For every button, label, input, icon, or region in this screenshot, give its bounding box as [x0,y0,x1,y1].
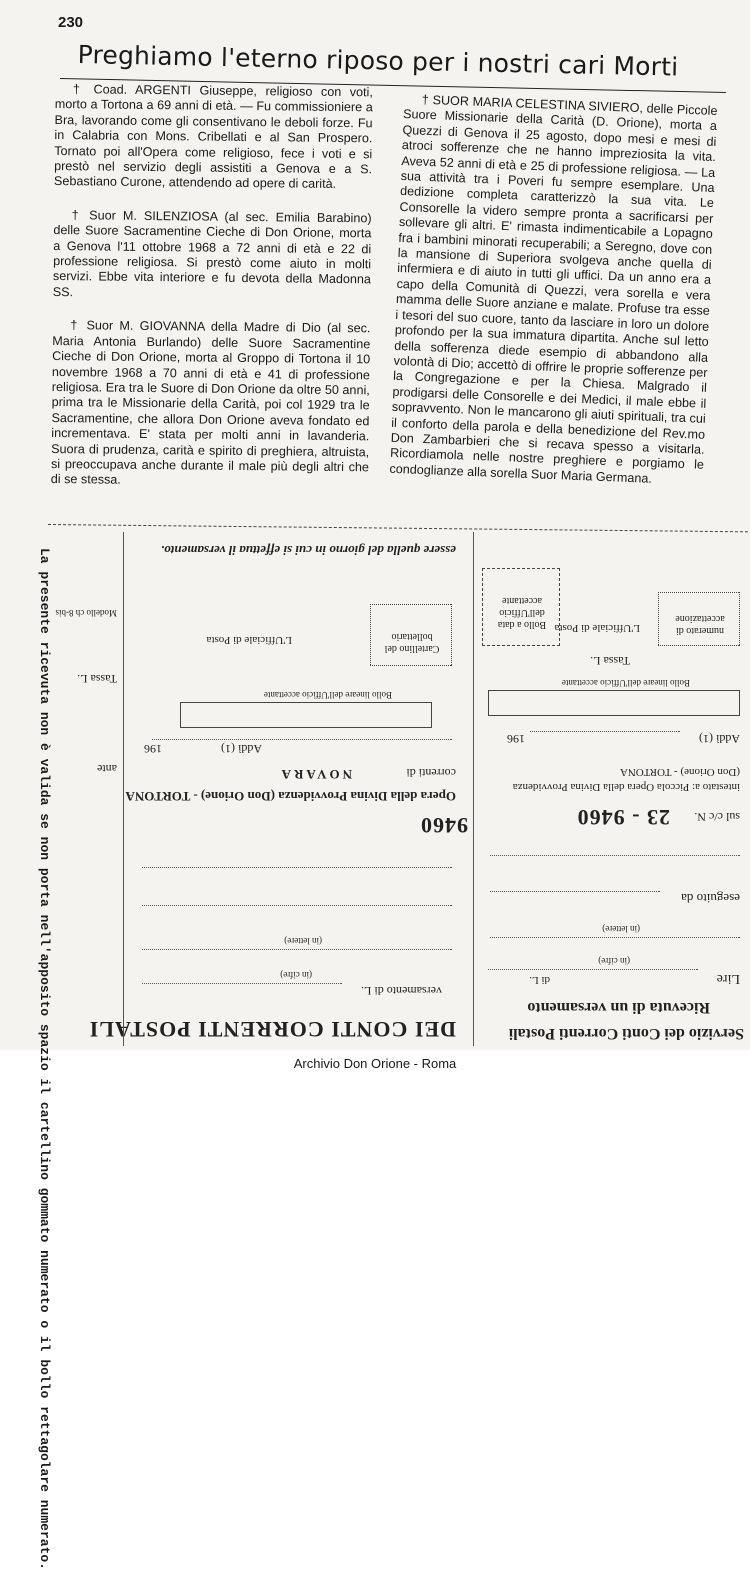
bulletin-line-4 [142,867,452,868]
bulletin-bottom-note: essere quella del giorno in cui si effettua il versamento. [160,543,456,558]
receipt-bollo-data: Bollo a data dell'Ufficio accettante [497,595,547,630]
receipt-in-lettere: (in lettere) [602,924,640,934]
receipt-lire-line [488,969,698,970]
bulletin-year: 196 [144,742,162,756]
page-number: 230 [58,14,84,31]
bulletin-in-cifre: (in cifre) [280,970,312,980]
receipt-title: Servizio dei Conti Correnti Postali [508,1025,744,1042]
receipt-ufficiale: L'Ufficiale di Posta [554,622,640,634]
receipt-extra-line [490,855,740,856]
receipt-eseguito-line [490,891,660,892]
receipt-di-l: di L. [529,974,550,986]
obituary-siviero: † SUOR MARIA CELESTINA SIVIERO, delle Piccole Suore Missionarie della Carità (D. Orione), morta a Quezzi di Genova il 25 agosto, dopo mesi e mesi di atroci sofferenze che ne hanno impreziosita la vita. Aveva 52 anni di età e 25 di professione religiosa. — La sua attività tra i Poveri fu sempre esemplare. Una dedizione completa caratterizzò la sua vita. Le Consorelle la videro sempre pronta a sacrificarsi per sollevare gli altri. E' rimasta indimenticabile a Lopagno fra i bambini minorati recuperabili; a Seregno, dove con la mansione di Superiora svolgeva anche quella di infermiera e di aiuto in tutti gli uffici. Da un anno era a capo della Comunità di Quezzi, vera sorella e vera mamma delle Suore anziane e malate. Profuse tra esse i tesori del suo cuore, tanto da lasciare in loro un dolore profondo per la sua immatura dipartita. Anche sul letto della sofferenza diede esempio di abbandono alla volontà di Dio; accettò di offrire le proprie sofferenze per la Congregazione e per la Chiesa. Malgrado il prodigarsi delle Consorelle e dei Medici, il male ebbe il sopravvento. Non le mancarono gli aiuti spirituali, tra cui il conforto della parola e della benedizione del Rev.mo Don Zambarbieri che si recava spesso a visitarla. Ricordiamola nelle nostre preghiere e porgiamo le condoglianze alla sorella Suor Maria Germana. [389,92,718,486]
receipt-eseguito-da: eseguito da [681,891,740,906]
receipt-bollo-lineare: Bollo lineare dell'Ufficio accettante [561,678,690,688]
stub-modello: Modello ch 8-bis [55,608,117,618]
stub-tassa: Tassa L. [77,672,117,686]
bulletin-in-lettere: (in lettere) [284,936,322,946]
receipt-lire-label: Lire [716,971,740,986]
receipt-addi: Addì (1) [699,732,740,746]
receipt-numerato: numerato di accettazione [675,613,725,636]
bulletin-addi: Addì (1) [221,742,262,756]
bulletin-lettere-line [142,949,452,950]
obituary-column-left [51,82,373,509]
bulletin-account-tail: 9460 [420,813,468,838]
bulletin-ufficiale: L'Ufficiale di Posta [206,634,292,646]
receipt-account-label: sul c/c N. [694,810,740,824]
bulletin-line-3 [142,905,452,906]
obituary-column-right [389,92,718,507]
bulletin-bollo-lineare-box [180,702,432,728]
obituary-argenti: † Coad. ARGENTI Giuseppe, religioso con voti, morto a Tortona a 69 anni di età. — Fu commissioniere a Bra, lavorando come gli consentivano le deboli forze. Fu in Calabria con Mons. Cribellati e al San Prospero. Tornato poi all'Opera come religioso, fece i voti e si prestò nel servizio degli assistiti a Genova e a S. Sebastiano Curone, attendendo ad opere di carità. [53,82,373,192]
receipt-panel [473,532,750,1046]
bulletin-versamento-line [142,983,342,984]
receipt-tassa: Tassa L. [590,654,630,668]
page-headline: Preghiamo l'eterno riposo per i nostri cari Morti [77,40,679,82]
obituary-silenziosa: † Suor M. SILENZIOSA (al sec. Emilia Barabino) delle Suore Sacramentine Cieche di Don Orione, morta a Genova l'11 ottobre 1968 a 72 anni di età e 22 di professione religiosa. Si prestò come aiuto in molti servizi. Ebbe vita interiore e fu devota della Madonna SS. [52,208,372,300]
archive-footer: Archivio Don Orione - Roma [293,1056,457,1071]
stub-ante: ante [97,762,117,776]
receipt-year: 196 [507,732,525,746]
bulletin-cartellino: Cartellino del bollettario [384,631,440,654]
receipt-intestato: intestato a: Piccola Opera della Divina Provvidenza (Don Orione) - TORTONA [512,766,740,793]
receipt-bollo-lineare-box [488,690,740,716]
bulletin-addi-line [152,739,452,740]
receipt-validity-note: La presente ricevuta non è valida se non porta nell'apposito spazio il cartellino gommato numerato o il bollo rettagolare numerato. [37,548,52,1570]
bulletin-city: NOVARA [278,767,352,782]
receipt-subtitle: Ricevuta di un versamento [527,999,710,1016]
receipt-account-number: 23 - 9460 [576,805,670,830]
bulletin-bollo-lineare: Bollo lineare dell'Ufficio accettante [263,690,392,700]
receipt-addi-line [530,731,680,732]
receipt-in-cifre: (in cifre) [598,956,630,966]
bulletin-intestato: Opera della Divina Provvidenza (Don Orione) - TORTONA [125,789,456,804]
bulletin-correnti: correnti di [406,766,456,780]
bulletin-versamento: versamento di L. [361,984,442,998]
obituary-giovanna: † Suor M. GIOVANNA della Madre di Dio (al sec. Maria Antonia Burlando) delle Suore Sacramentine Cieche di Don Orione, morta al Groppo di Tortona il 10 novembre 1968 a 70 anni di età e 41 di professione religiosa. Era tra le Suore di Don Orione da oltre 50 anni, prima tra le Missionarie della Carità, poi col 1929 tra le Sacramentine, che allora Don Orione aveva fondato ed incrementava. E' stata per molti anni in lavanderia. Suora di prudenza, carità e spirito di preghiera, altruista, si preoccupava anche durante il male più degli altri che di se stessa. [50,318,371,488]
receipt-lettere-line [490,937,740,938]
bulletin-title: DEI CONTI CORRENTI POSTALI [88,1017,456,1042]
